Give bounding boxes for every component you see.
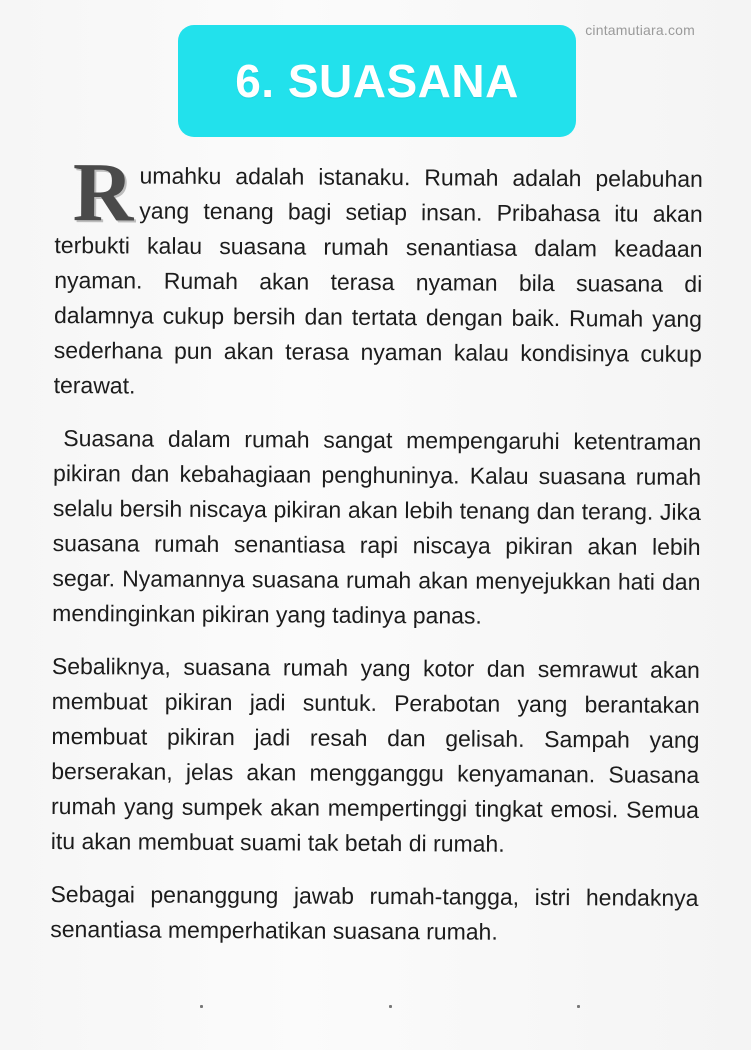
ink-fragment bbox=[577, 1005, 580, 1008]
paragraph-1-text: umahku adalah istanaku. Rumah adalah pelabuhan yang tenang bagi setiap insan. Pribahasa itu akan terbukti kalau suasana rumah senantiasa dalam keadaan nyaman. Rumah akan terasa nyaman bila suasana di dalamnya cukup bersih dan tertata dengan baik. Rumah yang sederhana pun akan terasa nyaman kalau kondisinya cukup terawat. bbox=[53, 162, 703, 399]
paragraph-3: Sebaliknya, suasana rumah yang kotor dan semrawut akan membuat pikiran jadi suntuk. Perabotan yang berantakan membuat pikiran jadi resah dan gelisah. Sampah yang berserakan, jelas akan mengganggu kenyamanan. Suasana rumah yang sumpek akan mempertinggi tingkat emosi. Semua itu akan membuat suami tak betah di rumah. bbox=[50, 652, 700, 857]
chapter-title: 6. SUASANA bbox=[235, 55, 519, 107]
paragraph-4: Sebagai penanggung jawab rumah-tangga, istri hendaknya senantiasa memperhatikan suasana rumah. bbox=[50, 880, 699, 945]
title-banner bbox=[178, 25, 576, 137]
ink-fragment bbox=[200, 1005, 203, 1008]
paragraph-1 bbox=[53, 146, 703, 407]
watermark: cintamutiara.com bbox=[585, 22, 695, 38]
ink-fragment bbox=[389, 1005, 392, 1008]
next-line-fragment bbox=[200, 1005, 580, 1009]
paragraph-2: Suasana dalam rumah sangat mempengaruhi ketentraman pikiran dan kebahagiaan penghuninya. Kalau suasana rumah selalu bersih niscaya pikiran akan lebih tenang dan terang. Jika suasana rumah senantiasa rapi niscaya pikiran akan lebih segar. Nyamannya suasana rumah akan menyejukkan hati dan mendinginkan pikiran yang tadinya panas. bbox=[52, 425, 702, 629]
article-body bbox=[50, 146, 703, 969]
dropcap-letter: R bbox=[72, 146, 134, 240]
